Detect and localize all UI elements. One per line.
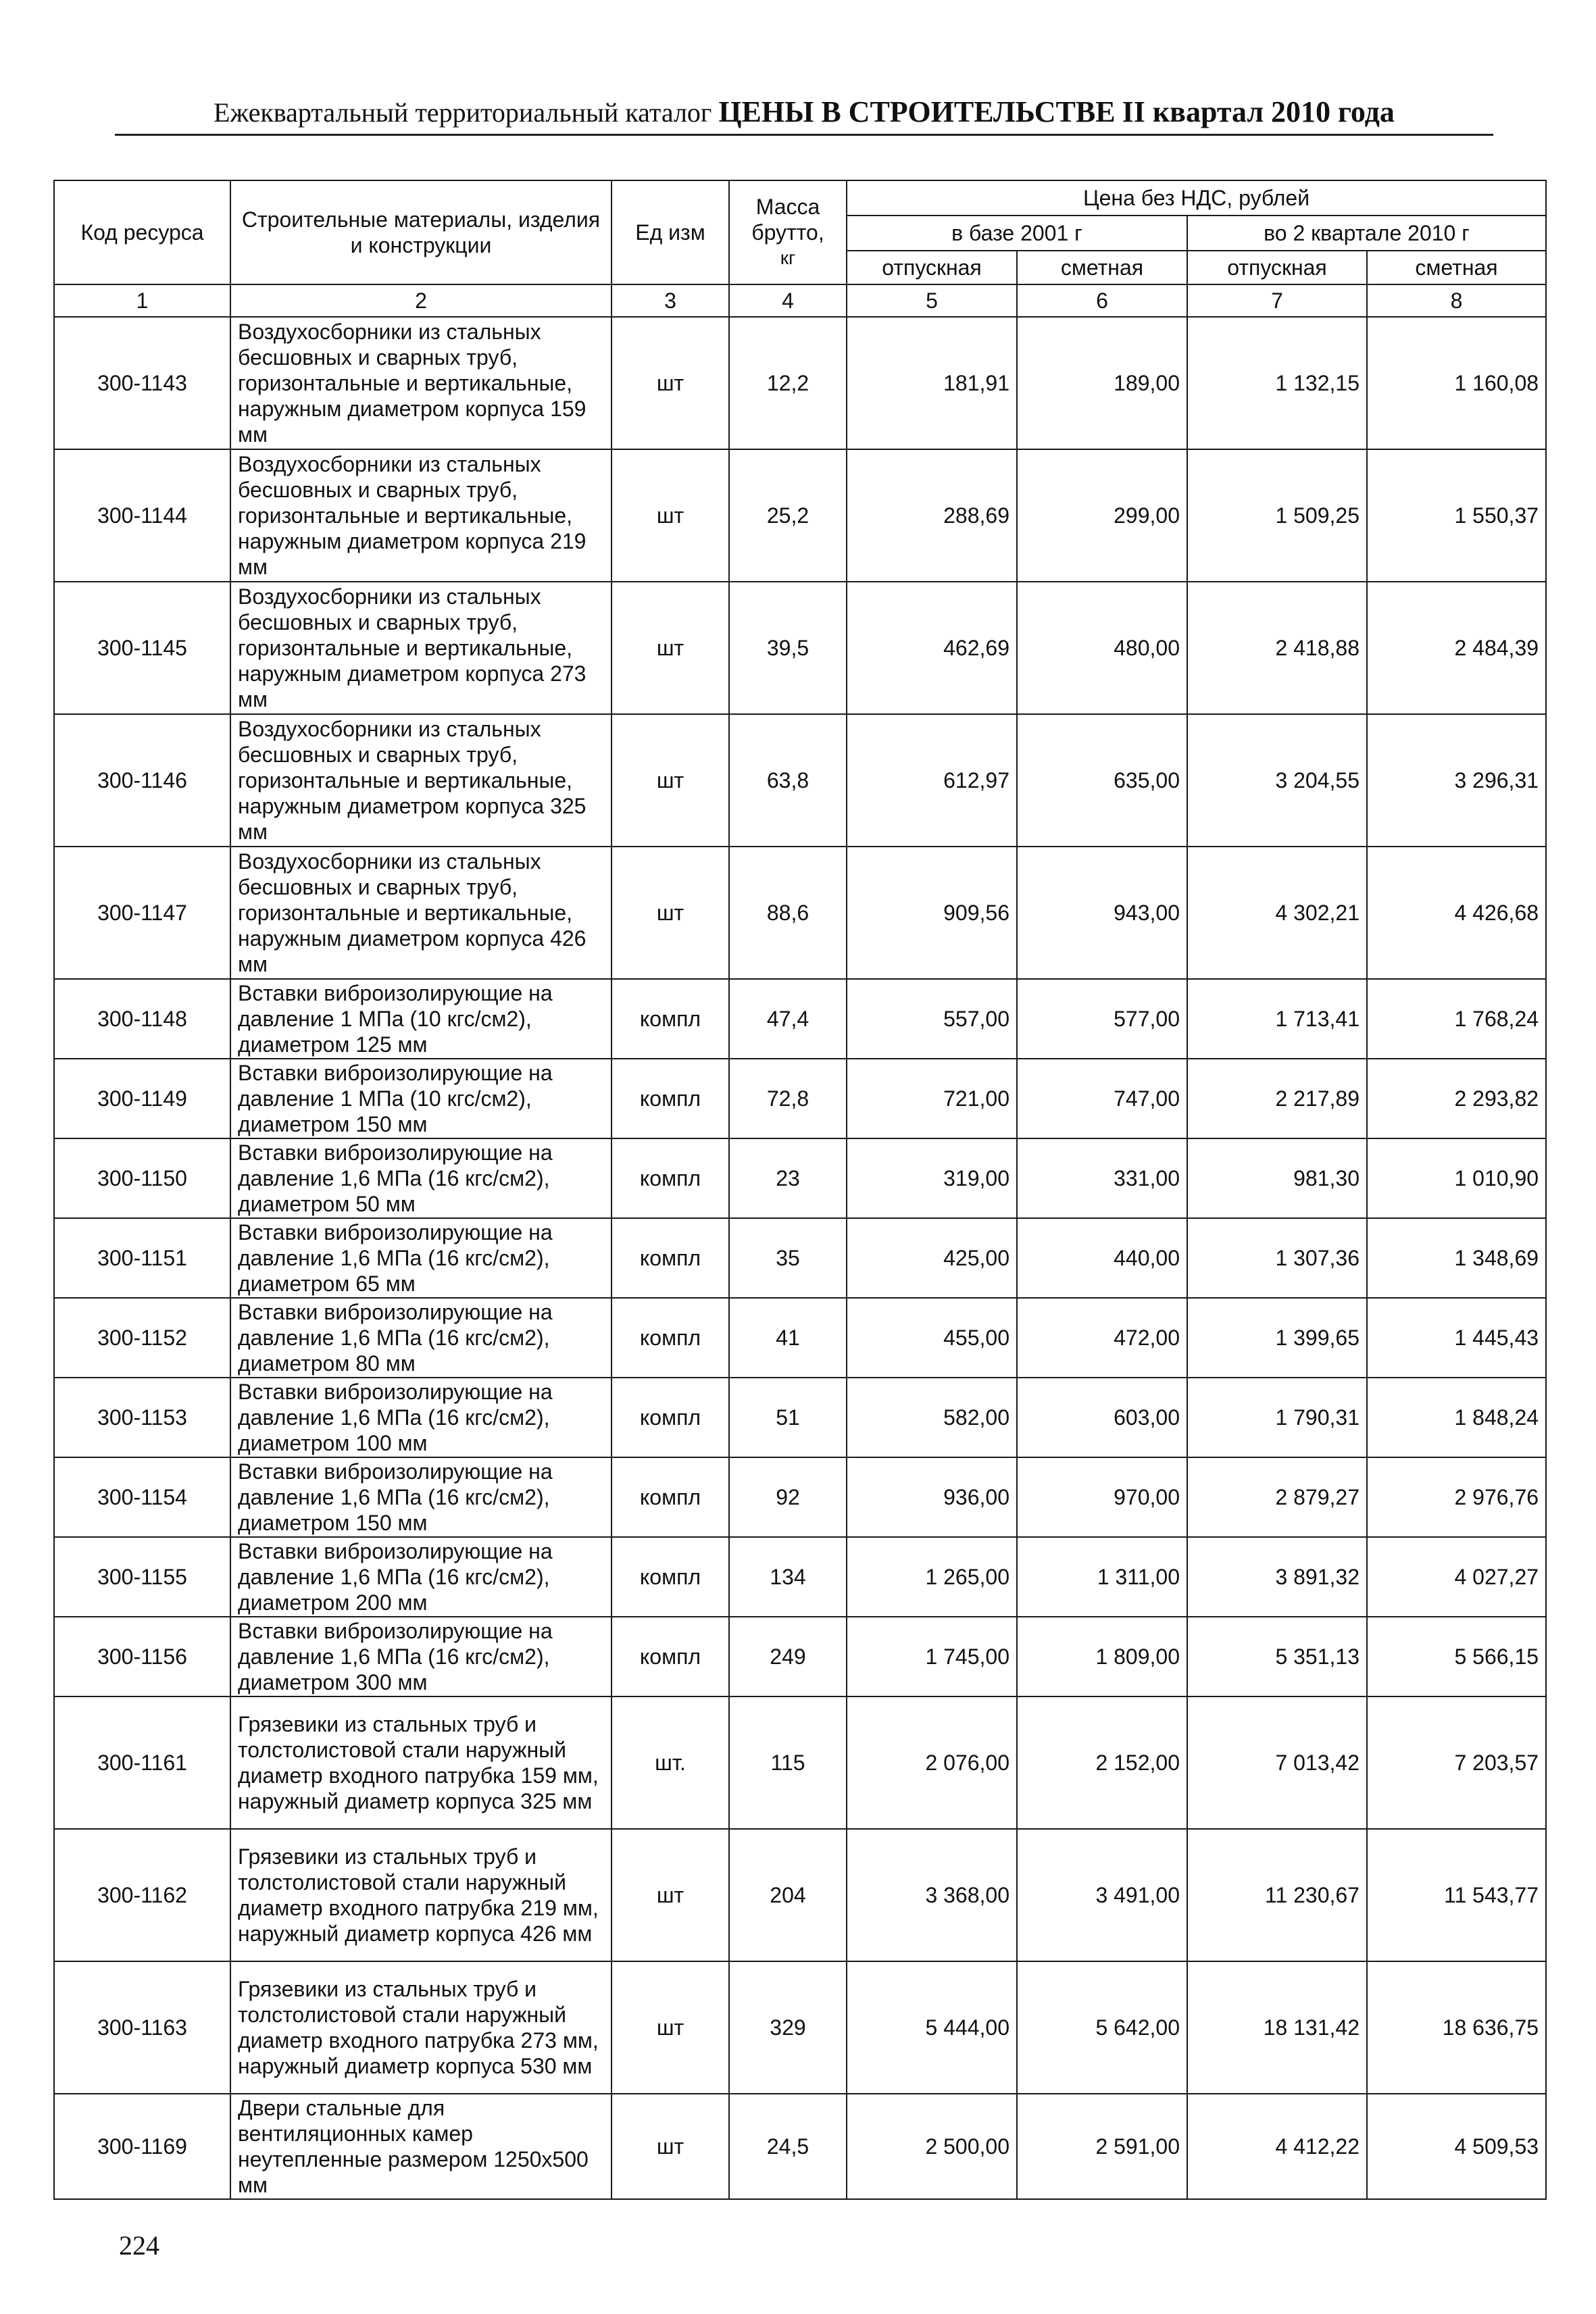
resource-code: 300-1153 bbox=[54, 1378, 230, 1457]
material-name: Воздухосборники из стальных бесшовных и сварных труб, горизонтальные и вертикальные, наружным диаметром корпуса 219 мм bbox=[230, 449, 612, 582]
table-row bbox=[54, 1059, 1546, 1138]
base-estimate-header: сметная bbox=[1017, 251, 1187, 284]
resource-code: 300-1156 bbox=[54, 1617, 230, 1696]
resource-code: 300-1163 bbox=[54, 1961, 230, 2094]
table-body bbox=[54, 317, 1546, 2199]
base-release-price: 3 368,00 bbox=[847, 1829, 1017, 1961]
q2-estimate-price: 2 293,82 bbox=[1367, 1059, 1546, 1138]
resource-code: 300-1146 bbox=[54, 714, 230, 847]
gross-mass: 51 bbox=[729, 1378, 847, 1457]
unit-of-measure: компл bbox=[612, 1138, 729, 1218]
resource-code: 300-1148 bbox=[54, 979, 230, 1059]
base-release-price: 2 076,00 bbox=[847, 1696, 1017, 1829]
q2-release-price: 1 132,15 bbox=[1187, 317, 1367, 449]
base-estimate-price: 943,00 bbox=[1017, 847, 1187, 979]
q2-estimate-price: 1 550,37 bbox=[1367, 449, 1546, 582]
column-number-row bbox=[54, 284, 1546, 317]
q2-estimate-price: 3 296,31 bbox=[1367, 714, 1546, 847]
unit-of-measure: компл bbox=[612, 1059, 729, 1138]
table-row bbox=[54, 1457, 1546, 1537]
resource-code: 300-1154 bbox=[54, 1457, 230, 1537]
unit-of-measure: шт bbox=[612, 1829, 729, 1961]
q2-release-price: 2 217,89 bbox=[1187, 1059, 1367, 1138]
gross-mass: 329 bbox=[729, 1961, 847, 2094]
gross-mass: 41 bbox=[729, 1298, 847, 1378]
base-release-price: 455,00 bbox=[847, 1298, 1017, 1378]
gross-mass: 249 bbox=[729, 1617, 847, 1696]
q2-2010-header: во 2 квартале 2010 г bbox=[1187, 216, 1546, 251]
table-row bbox=[54, 1617, 1546, 1696]
unit-of-measure: шт bbox=[612, 2094, 729, 2199]
resource-code: 300-1143 bbox=[54, 317, 230, 449]
table-row bbox=[54, 979, 1546, 1059]
column-number: 1 bbox=[54, 284, 230, 317]
q2-estimate-price: 7 203,57 bbox=[1367, 1696, 1546, 1829]
table-row bbox=[54, 1298, 1546, 1378]
gross-mass: 204 bbox=[729, 1829, 847, 1961]
q2-release-price: 1 509,25 bbox=[1187, 449, 1367, 582]
table-row bbox=[54, 582, 1546, 714]
q2-release-price: 7 013,42 bbox=[1187, 1696, 1367, 1829]
q2-estimate-price: 1 848,24 bbox=[1367, 1378, 1546, 1457]
base-estimate-price: 5 642,00 bbox=[1017, 1961, 1187, 2094]
resource-code: 300-1145 bbox=[54, 582, 230, 714]
resource-code: 300-1149 bbox=[54, 1059, 230, 1138]
mass-unit: кг bbox=[780, 247, 796, 268]
q2-release-price: 2 418,88 bbox=[1187, 582, 1367, 714]
base-release-price: 1 745,00 bbox=[847, 1617, 1017, 1696]
column-number: 8 bbox=[1367, 284, 1546, 317]
mass-label: Масса брутто, bbox=[751, 195, 824, 245]
header-rule bbox=[115, 134, 1493, 136]
table-row bbox=[54, 2094, 1546, 2199]
q2-estimate-price: 2 484,39 bbox=[1367, 582, 1546, 714]
material-name: Вставки виброизолирующие на давление 1,6 МПа (16 кгс/см2), диаметром 100 мм bbox=[230, 1378, 612, 1457]
base-release-price: 909,56 bbox=[847, 847, 1017, 979]
table-row bbox=[54, 1537, 1546, 1617]
resource-code: 300-1161 bbox=[54, 1696, 230, 1829]
base-estimate-price: 577,00 bbox=[1017, 979, 1187, 1059]
page-header bbox=[115, 95, 1493, 129]
column-number: 2 bbox=[230, 284, 612, 317]
resource-code: 300-1151 bbox=[54, 1218, 230, 1298]
base-release-price: 721,00 bbox=[847, 1059, 1017, 1138]
base-release-price: 582,00 bbox=[847, 1378, 1017, 1457]
page-number: 224 bbox=[119, 2230, 159, 2261]
base-estimate-price: 299,00 bbox=[1017, 449, 1187, 582]
column-number: 4 bbox=[729, 284, 847, 317]
q2-release-header: отпускная bbox=[1187, 251, 1367, 284]
base-release-header: отпускная bbox=[847, 251, 1017, 284]
col-mass-header bbox=[729, 180, 847, 284]
base-estimate-price: 440,00 bbox=[1017, 1218, 1187, 1298]
table-row bbox=[54, 1961, 1546, 2094]
unit-of-measure: компл bbox=[612, 1378, 729, 1457]
base-release-price: 462,69 bbox=[847, 582, 1017, 714]
material-name: Воздухосборники из стальных бесшовных и сварных труб, горизонтальные и вертикальные, наружным диаметром корпуса 273 мм bbox=[230, 582, 612, 714]
q2-release-price: 1 713,41 bbox=[1187, 979, 1367, 1059]
table-row bbox=[54, 1218, 1546, 1298]
material-name: Вставки виброизолирующие на давление 1,6 МПа (16 кгс/см2), диаметром 200 мм bbox=[230, 1537, 612, 1617]
base-estimate-price: 635,00 bbox=[1017, 714, 1187, 847]
base-estimate-price: 189,00 bbox=[1017, 317, 1187, 449]
q2-release-price: 11 230,67 bbox=[1187, 1829, 1367, 1961]
q2-estimate-price: 11 543,77 bbox=[1367, 1829, 1546, 1961]
header-period: II квартал 2010 года bbox=[1122, 95, 1395, 128]
table-row bbox=[54, 847, 1546, 979]
base-release-price: 288,69 bbox=[847, 449, 1017, 582]
table-row bbox=[54, 1829, 1546, 1961]
unit-of-measure: шт bbox=[612, 449, 729, 582]
col-name-header: Строительные материалы, изделия и конструкции bbox=[230, 180, 612, 284]
base-estimate-price: 2 152,00 bbox=[1017, 1696, 1187, 1829]
q2-estimate-price: 4 509,53 bbox=[1367, 2094, 1546, 2199]
q2-release-price: 4 302,21 bbox=[1187, 847, 1367, 979]
base-release-price: 5 444,00 bbox=[847, 1961, 1017, 2094]
q2-release-price: 1 399,65 bbox=[1187, 1298, 1367, 1378]
q2-estimate-header: сметная bbox=[1367, 251, 1546, 284]
gross-mass: 25,2 bbox=[729, 449, 847, 582]
base-release-price: 2 500,00 bbox=[847, 2094, 1017, 2199]
q2-estimate-price: 1 348,69 bbox=[1367, 1218, 1546, 1298]
material-name: Грязевики из стальных труб и толстолистовой стали наружный диаметр входного патрубка 219 мм, наружный диаметр корпуса 426 мм bbox=[230, 1829, 612, 1961]
q2-estimate-price: 5 566,15 bbox=[1367, 1617, 1546, 1696]
unit-of-measure: шт bbox=[612, 847, 729, 979]
header-prefix: Ежеквартальный территориальный каталог bbox=[214, 97, 712, 128]
resource-code: 300-1169 bbox=[54, 2094, 230, 2199]
base-estimate-price: 331,00 bbox=[1017, 1138, 1187, 1218]
q2-estimate-price: 1 010,90 bbox=[1367, 1138, 1546, 1218]
base-estimate-price: 472,00 bbox=[1017, 1298, 1187, 1378]
material-name: Вставки виброизолирующие на давление 1,6 МПа (16 кгс/см2), диаметром 300 мм bbox=[230, 1617, 612, 1696]
base-release-price: 181,91 bbox=[847, 317, 1017, 449]
q2-estimate-price: 4 027,27 bbox=[1367, 1537, 1546, 1617]
gross-mass: 12,2 bbox=[729, 317, 847, 449]
q2-release-price: 1 307,36 bbox=[1187, 1218, 1367, 1298]
base-estimate-price: 747,00 bbox=[1017, 1059, 1187, 1138]
gross-mass: 72,8 bbox=[729, 1059, 847, 1138]
material-name: Воздухосборники из стальных бесшовных и сварных труб, горизонтальные и вертикальные, наружным диаметром корпуса 426 мм bbox=[230, 847, 612, 979]
unit-of-measure: компл bbox=[612, 1457, 729, 1537]
q2-release-price: 1 790,31 bbox=[1187, 1378, 1367, 1457]
price-header: Цена без НДС, рублей bbox=[847, 180, 1546, 216]
table-row bbox=[54, 1138, 1546, 1218]
material-name: Вставки виброизолирующие на давление 1 МПа (10 кгс/см2), диаметром 125 мм bbox=[230, 979, 612, 1059]
base-release-price: 319,00 bbox=[847, 1138, 1017, 1218]
q2-release-price: 981,30 bbox=[1187, 1138, 1367, 1218]
material-name: Вставки виброизолирующие на давление 1 МПа (10 кгс/см2), диаметром 150 мм bbox=[230, 1059, 612, 1138]
gross-mass: 92 bbox=[729, 1457, 847, 1537]
q2-release-price: 3 891,32 bbox=[1187, 1537, 1367, 1617]
table-row bbox=[54, 1378, 1546, 1457]
base-release-price: 936,00 bbox=[847, 1457, 1017, 1537]
material-name: Вставки виброизолирующие на давление 1,6 МПа (16 кгс/см2), диаметром 80 мм bbox=[230, 1298, 612, 1378]
material-name: Вставки виброизолирующие на давление 1,6 МПа (16 кгс/см2), диаметром 65 мм bbox=[230, 1218, 612, 1298]
unit-of-measure: шт bbox=[612, 582, 729, 714]
base-estimate-price: 603,00 bbox=[1017, 1378, 1187, 1457]
table-row bbox=[54, 1696, 1546, 1829]
column-number: 7 bbox=[1187, 284, 1367, 317]
col-code-header: Код ресурса bbox=[54, 180, 230, 284]
q2-estimate-price: 4 426,68 bbox=[1367, 847, 1546, 979]
column-number: 3 bbox=[612, 284, 729, 317]
q2-estimate-price: 18 636,75 bbox=[1367, 1961, 1546, 2094]
q2-estimate-price: 1 768,24 bbox=[1367, 979, 1546, 1059]
unit-of-measure: шт bbox=[612, 1961, 729, 2094]
base-estimate-price: 2 591,00 bbox=[1017, 2094, 1187, 2199]
q2-release-price: 4 412,22 bbox=[1187, 2094, 1367, 2199]
unit-of-measure: шт bbox=[612, 714, 729, 847]
base-estimate-price: 480,00 bbox=[1017, 582, 1187, 714]
table-row bbox=[54, 714, 1546, 847]
resource-code: 300-1162 bbox=[54, 1829, 230, 1961]
base-release-price: 557,00 bbox=[847, 979, 1017, 1059]
gross-mass: 88,6 bbox=[729, 847, 847, 979]
unit-of-measure: компл bbox=[612, 1537, 729, 1617]
unit-of-measure: компл bbox=[612, 1617, 729, 1696]
base-estimate-price: 970,00 bbox=[1017, 1457, 1187, 1537]
unit-of-measure: шт. bbox=[612, 1696, 729, 1829]
table-row bbox=[54, 317, 1546, 449]
q2-release-price: 5 351,13 bbox=[1187, 1617, 1367, 1696]
gross-mass: 63,8 bbox=[729, 714, 847, 847]
unit-of-measure: компл bbox=[612, 1218, 729, 1298]
material-name: Двери стальные для вентиляционных камер неутепленные размером 1250х500 мм bbox=[230, 2094, 612, 2199]
material-name: Грязевики из стальных труб и толстолистовой стали наружный диаметр входного патрубка 159 мм, наружный диаметр корпуса 325 мм bbox=[230, 1696, 612, 1829]
resource-code: 300-1144 bbox=[54, 449, 230, 582]
material-name: Грязевики из стальных труб и толстолистовой стали наружный диаметр входного патрубка 273 мм, наружный диаметр корпуса 530 мм bbox=[230, 1961, 612, 2094]
gross-mass: 23 bbox=[729, 1138, 847, 1218]
resource-code: 300-1150 bbox=[54, 1138, 230, 1218]
column-number: 5 bbox=[847, 284, 1017, 317]
gross-mass: 24,5 bbox=[729, 2094, 847, 2199]
base-estimate-price: 1 809,00 bbox=[1017, 1617, 1187, 1696]
base-estimate-price: 3 491,00 bbox=[1017, 1829, 1187, 1961]
resource-code: 300-1147 bbox=[54, 847, 230, 979]
gross-mass: 35 bbox=[729, 1218, 847, 1298]
gross-mass: 134 bbox=[729, 1537, 847, 1617]
q2-estimate-price: 1 160,08 bbox=[1367, 317, 1546, 449]
table-row bbox=[54, 449, 1546, 582]
q2-estimate-price: 2 976,76 bbox=[1367, 1457, 1546, 1537]
gross-mass: 47,4 bbox=[729, 979, 847, 1059]
q2-release-price: 3 204,55 bbox=[1187, 714, 1367, 847]
unit-of-measure: шт bbox=[612, 317, 729, 449]
base-release-price: 425,00 bbox=[847, 1218, 1017, 1298]
column-number: 6 bbox=[1017, 284, 1187, 317]
material-name: Воздухосборники из стальных бесшовных и сварных труб, горизонтальные и вертикальные, наружным диаметром корпуса 325 мм bbox=[230, 714, 612, 847]
base-2001-header: в базе 2001 г bbox=[847, 216, 1187, 251]
header-title: ЦЕНЫ В СТРОИТЕЛЬСТВЕ bbox=[718, 95, 1116, 128]
material-name: Вставки виброизолирующие на давление 1,6 МПа (16 кгс/см2), диаметром 150 мм bbox=[230, 1457, 612, 1537]
base-estimate-price: 1 311,00 bbox=[1017, 1537, 1187, 1617]
base-release-price: 1 265,00 bbox=[847, 1537, 1017, 1617]
price-table bbox=[53, 180, 1547, 2200]
q2-release-price: 2 879,27 bbox=[1187, 1457, 1367, 1537]
material-name: Вставки виброизолирующие на давление 1,6 МПа (16 кгс/см2), диаметром 50 мм bbox=[230, 1138, 612, 1218]
q2-estimate-price: 1 445,43 bbox=[1367, 1298, 1546, 1378]
gross-mass: 115 bbox=[729, 1696, 847, 1829]
unit-of-measure: компл bbox=[612, 1298, 729, 1378]
unit-of-measure: компл bbox=[612, 979, 729, 1059]
gross-mass: 39,5 bbox=[729, 582, 847, 714]
q2-release-price: 18 131,42 bbox=[1187, 1961, 1367, 2094]
material-name: Воздухосборники из стальных бесшовных и сварных труб, горизонтальные и вертикальные, наружным диаметром корпуса 159 мм bbox=[230, 317, 612, 449]
resource-code: 300-1152 bbox=[54, 1298, 230, 1378]
col-unit-header: Ед изм bbox=[612, 180, 729, 284]
base-release-price: 612,97 bbox=[847, 714, 1017, 847]
resource-code: 300-1155 bbox=[54, 1537, 230, 1617]
